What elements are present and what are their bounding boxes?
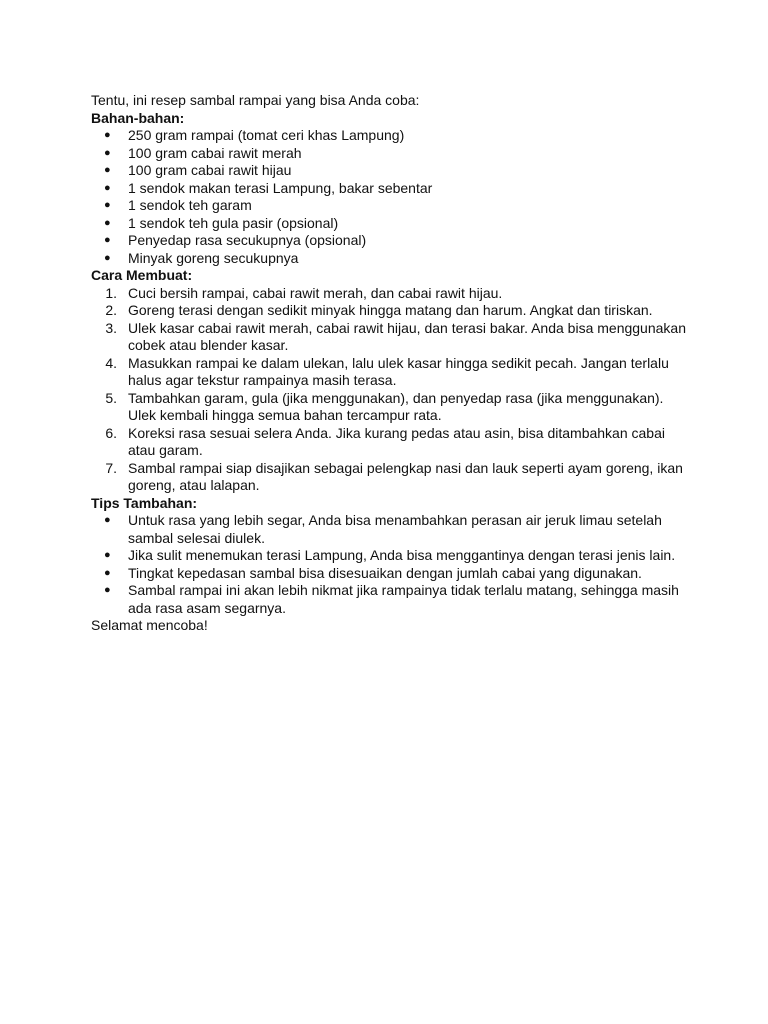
tips-heading: Tips Tambahan: [91, 494, 198, 511]
step-text: Sambal rampai siap disajikan sebagai pelengkap nasi dan lauk seperti ayam goreng, ikan goreng, atau lalapan. [128, 459, 683, 493]
document-page [91, 92, 691, 635]
bullet-icon: ● [104, 181, 111, 194]
list-item [91, 145, 691, 163]
step-item [91, 285, 691, 303]
ingredients-list [91, 127, 691, 267]
bullet-icon: ● [104, 566, 111, 579]
step-text: Cuci bersih rampai, cabai rawit merah, dan cabai rawit hijau. [128, 284, 503, 301]
list-item-text: 1 sendok teh garam [128, 197, 252, 213]
list-item [91, 582, 691, 617]
step-item [91, 355, 691, 390]
list-item-text: 1 sendok makan terasi Lampung, bakar sebentar [128, 179, 433, 196]
step-text: Koreksi rasa sesuai selera Anda. Jika kurang pedas atau asin, bisa ditambahkan cabai atau garam. [128, 424, 665, 458]
list-item [91, 162, 691, 180]
list-item [91, 197, 691, 215]
step-number: 7. [105, 459, 117, 476]
bullet-icon: ● [104, 234, 111, 246]
list-item [91, 127, 691, 145]
list-item-text: Jika sulit menemukan terasi Lampung, Anda bisa menggantinya dengan terasi jenis lain. [128, 547, 676, 563]
list-item-text: 100 gram cabai rawit merah [128, 144, 302, 161]
closing-text: Selamat mencoba! [91, 617, 208, 633]
bullet-icon: ● [104, 251, 111, 264]
step-number: 4. [105, 354, 117, 371]
bullet-icon: ● [104, 514, 111, 526]
step-item [91, 425, 691, 460]
bullet-icon: ● [104, 129, 111, 141]
step-number: 6. [105, 424, 117, 441]
list-item [91, 565, 691, 583]
list-item [91, 512, 691, 547]
bullet-icon: ● [104, 199, 111, 211]
step-number: 2. [105, 302, 117, 318]
step-item [91, 390, 691, 425]
step-item [91, 460, 691, 495]
list-item-text: 100 gram cabai rawit hijau [128, 162, 292, 178]
step-text: Masukkan rampai ke dalam ulekan, lalu ulek kasar hingga sedikit pecah. Jangan terlalu halus agar tekstur rampainya masih terasa. [128, 354, 669, 388]
step-number: 5. [105, 389, 117, 406]
ingredients-heading: Bahan-bahan: [91, 109, 185, 126]
intro-text: Tentu, ini resep sambal rampai yang bisa Anda coba: [91, 92, 420, 108]
step-text: Goreng terasi dengan sedikit minyak hingga matang dan harum. Angkat dan tiriskan. [128, 302, 653, 318]
bullet-icon: ● [104, 216, 111, 229]
steps-heading: Cara Membuat: [91, 267, 193, 283]
bullet-icon: ● [104, 584, 111, 596]
step-item [91, 320, 691, 355]
bullet-icon: ● [104, 549, 111, 561]
list-item-text: Penyedap rasa secukupnya (opsional) [128, 232, 367, 248]
bullet-icon: ● [104, 146, 111, 159]
list-item [91, 180, 691, 198]
list-item [91, 232, 691, 250]
step-number: 1. [105, 284, 117, 301]
list-item-text: 250 gram rampai (tomat ceri khas Lampung) [128, 127, 405, 143]
list-item [91, 215, 691, 233]
steps-list [91, 285, 691, 495]
list-item-text: Sambal rampai ini akan lebih nikmat jika rampainya tidak terlalu matang, sehingga masih ada rasa asam segarnya. [128, 582, 679, 616]
list-item [91, 250, 691, 268]
list-item-text: 1 sendok teh gula pasir (opsional) [128, 214, 339, 231]
list-item-text: Minyak goreng secukupnya [128, 249, 299, 266]
bullet-icon: ● [104, 164, 111, 176]
list-item-text: Untuk rasa yang lebih segar, Anda bisa menambahkan perasan air jeruk limau setelah sambal selesai diulek. [128, 512, 662, 546]
step-item [91, 302, 691, 320]
step-number: 3. [105, 319, 117, 336]
list-item [91, 547, 691, 565]
step-text: Ulek kasar cabai rawit merah, cabai rawit hijau, dan terasi bakar. Anda bisa menggunakan cobek atau blender kasar. [128, 319, 686, 353]
step-text: Tambahkan garam, gula (jika menggunakan), dan penyedap rasa (jika menggunakan). Ulek kembali hingga semua bahan tercampur rata. [128, 389, 664, 423]
tips-list [91, 512, 691, 617]
list-item-text: Tingkat kepedasan sambal bisa disesuaikan dengan jumlah cabai yang digunakan. [128, 564, 642, 581]
